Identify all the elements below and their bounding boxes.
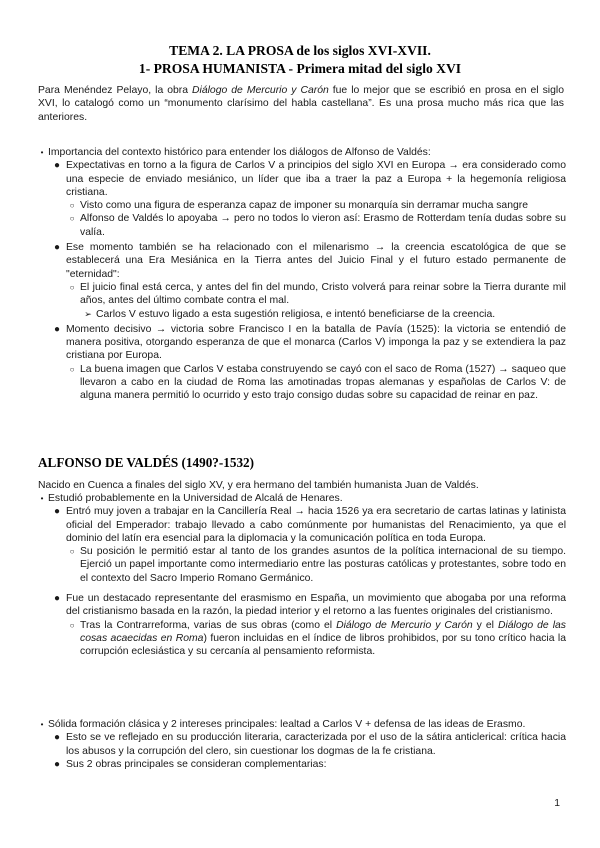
bullet-icon: ● <box>53 732 61 744</box>
list-item-text: Estudió probablemente en la Universidad de Alcalá de Henares. <box>48 493 343 504</box>
list-item <box>38 592 566 619</box>
list-item <box>38 281 566 308</box>
bullet-icon: • <box>40 494 44 503</box>
section-heading: ALFONSO DE VALDÉS (1490?-1532) <box>38 455 255 470</box>
list-item <box>38 758 566 771</box>
work-title: Diálogo de Mercurio y Carón <box>336 619 473 631</box>
list-item-text: El juicio final está cerca, y antes del fin del mundo, Cristo volverá para reinar sobre la Tierra durante mil años, antes del último combate contra el mal. <box>80 281 566 307</box>
list-item-text: Carlos V estuvo ligado a esta sugestión religiosa, e intentó beneficiarse de la creencia. <box>96 308 496 320</box>
list-item-text: Importancia del contexto histórico para entender los diálogos de Alfonso de Valdés: <box>48 147 431 158</box>
work-title: Diálogo de Mercurio y Carón <box>192 85 329 96</box>
list-item-text: Entró muy joven a trabajar en la Cancillería Real → hacia 1526 ya era secretario de cartas latinas y latinista oficial del Emperador: trabajo llevado a cabo comúnmente por humanistas del Renacimiento, ya que el dominio del latín era esencial para la diplomacia y la comunicación política en toda Europa. <box>66 506 566 544</box>
bullet-icon: • <box>40 148 44 157</box>
circle-bullet-icon: ○ <box>69 214 75 224</box>
list-item-text: La buena imagen que Carlos V estaba construyendo se cayó con el saco de Roma (1527) → saqueo que llevaron a cabo en la ciudad de Roma las amotinadas tropas alemanas y españolas de Carlos V: de alguna manera permitió lo ocurrido y esto trajo consigo dudas sobre su capacidad de reinar en paz. <box>80 363 566 402</box>
list-item <box>38 159 566 199</box>
list-item-text: Fue un destacado representante del erasmismo en España, un movimiento que abogaba por una reforma del cristianismo basada en la razón, la piedad interior y el retorno a las fuentes originales del cristianismo. <box>66 593 566 618</box>
list-item <box>38 199 566 212</box>
list-item <box>38 731 566 758</box>
page-number: 1 <box>554 798 560 809</box>
circle-bullet-icon: ○ <box>69 364 75 374</box>
page-title: TEMA 2. LA PROSA de los siglos XVI-XVII. <box>169 43 431 58</box>
bullet-icon: • <box>40 720 44 729</box>
bullet-icon: ● <box>53 242 61 254</box>
list-item <box>38 146 566 159</box>
circle-bullet-icon: ○ <box>69 620 75 630</box>
list-item-text: Ese momento también se ha relacionado con el milenarismo → la creencia escatológica de que se establecerá una Era Mesiánica en la Tierra antes del Juicio Final y el futuro estado permanente de "eternidad": <box>66 242 566 280</box>
circle-bullet-icon: ○ <box>69 547 75 557</box>
list-item-text: Momento decisivo → victoria sobre Francisco I en la batalla de Pavía (1525): la victoria se entendió de manera positiva, otorgando esperanza de que el monarca (Carlos V) imponga la paz y se extendiera la paz cristiana por Europa. <box>66 323 566 362</box>
list-item <box>38 718 566 731</box>
bullet-icon: ● <box>53 323 61 335</box>
formation-section <box>38 718 566 771</box>
circle-bullet-icon: ○ <box>69 282 75 292</box>
list-item-text: Visto como una figura de esperanza capaz de imponer su monarquía sin derramar mucha sangre <box>80 200 529 212</box>
context-section <box>38 146 566 403</box>
list-item-text: Sólida formación clásica y 2 intereses principales: lealtad a Carlos V + defensa de las ideas de Erasmo. <box>48 719 526 730</box>
bullet-icon: ● <box>53 758 61 770</box>
list-item <box>38 241 566 281</box>
list-item-text: Tras la Contrarreforma, varias de sus obras (como el Diálogo de Mercurio y Carón y el Diálogo de las cosas acaecidas en Roma) fueron incluidas en el índice de libros prohibidos, por su tono crítico hacia la corrupción eclesiástica y su cercanía al pensamiento reformista. <box>80 619 567 658</box>
list-item-text: Esto se ve reflejado en su producción literaria, caracterizada por el uso de la sátira anticlerical: crítica hacia los abusos y la corrupción del clero, sin cuestionar los dogmas de la fe cristiana. <box>66 732 566 757</box>
bullet-icon: ● <box>53 506 61 518</box>
list-item-text: Su posición le permitió estar al tanto de los grandes asuntos de la política internacional de su tiempo. Ejerció un papel importante como intermediario entre las posturas católicas y protestantes, sobre todo en el contexto del Sacro Imperio Romano Germánico. <box>80 546 566 584</box>
list-item <box>38 308 566 321</box>
list-item-text: Expectativas en torno a la figura de Carlos V a principios del siglo XVI en Europa → era considerado como una especie de enviado mesiánico, un líder que iba a traer la paz a Europa + la hegemonía religiosa cristiana. <box>66 160 566 198</box>
intro-text-end: fue lo mejor que se escribió en prosa en el siglo XVI, lo catalogó como un “monumento clarísimo del habla castellana”. Es una prosa mucho más rica que las anteriores. <box>38 85 564 123</box>
intro-text: Para Menéndez Pelayo, la obra <box>38 85 193 96</box>
intro-paragraph <box>38 84 564 124</box>
circle-bullet-icon: ○ <box>69 201 75 211</box>
page-subtitle: 1- PROSA HUMANISTA - Primera mitad del siglo XVI <box>138 61 462 76</box>
list-item-text: Alfonso de Valdés lo apoyaba → pero no todos lo vieron así: Erasmo de Rotterdam tenía dudas sobre su valía. <box>80 213 566 238</box>
list-item <box>38 363 566 403</box>
bullet-icon: ● <box>53 593 61 605</box>
list-item-text: Sus 2 obras principales se consideran complementarias: <box>66 758 327 770</box>
list-item <box>38 545 566 585</box>
list-item <box>38 619 566 659</box>
list-item <box>38 212 566 239</box>
work-title: Diálogo de las cosas acaecidas en Roma <box>80 619 566 644</box>
list-item <box>38 505 566 545</box>
list-item <box>38 492 566 505</box>
biography-section <box>38 492 566 659</box>
arrow-bullet-icon: ➢ <box>84 308 92 319</box>
bullet-icon: ● <box>53 160 61 172</box>
biography-paragraph: Nacido en Cuenca a finales del siglo XV, y era hermano del también humanista Juan de Valdés. <box>38 480 479 491</box>
list-item <box>38 323 566 363</box>
